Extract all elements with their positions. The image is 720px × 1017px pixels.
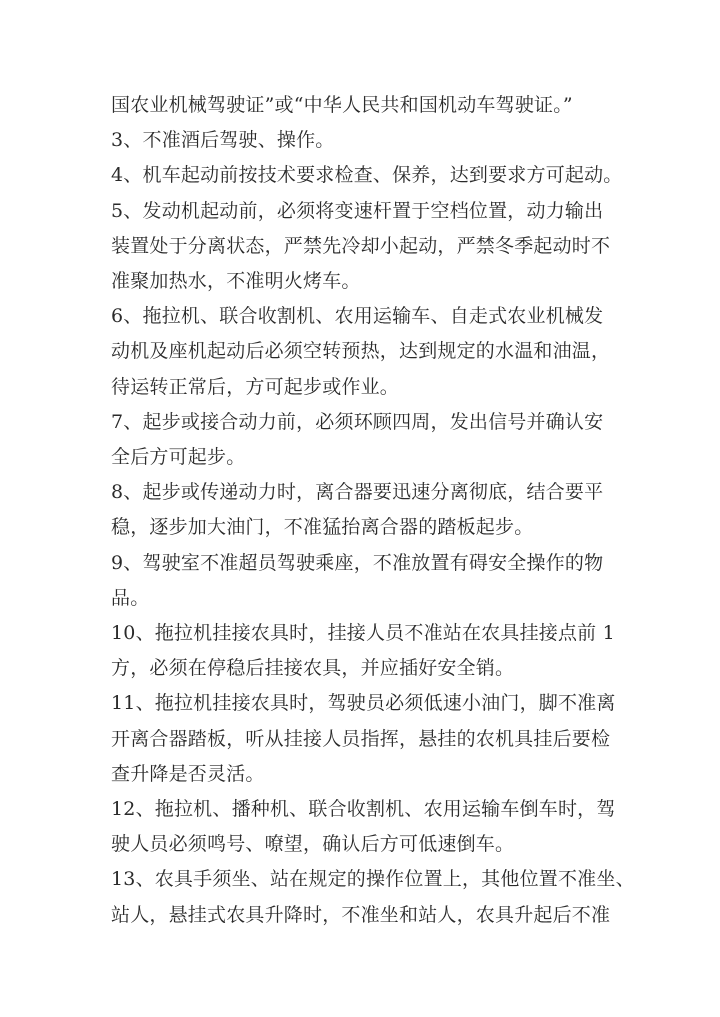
text-line: 13、农具手须坐、站在规定的操作位置上，其他位置不准坐、 (111, 868, 635, 891)
text-line: 查升降是否灵活。 (111, 762, 265, 785)
text-line: 开离合器踏板，听从挂接人员指挥，悬挂的农机具挂后要检 (111, 727, 611, 750)
text-line: 9、驾驶室不准超员驾驶乘座，不准放置有碍安全操作的物 (111, 551, 604, 574)
text-line: 10、拖拉机挂接农具时，挂接人员不准站在农具挂接点前 1 (111, 622, 615, 645)
text-line: 3、不准酒后驾驶、操作。 (111, 129, 335, 152)
text-line: 准聚加热水，不准明火烤车。 (111, 270, 361, 293)
text-line: 稳，逐步加大油门，不准猛抬离合器的踏板起步。 (111, 516, 534, 539)
document-body (111, 88, 635, 933)
text-line: 动机及座机起动后必须空转预热，达到规定的水温和油温， (111, 340, 611, 363)
text-line: 4、机车起动前按技术要求检查、保养，达到要求方可起动。 (111, 164, 623, 187)
text-line: 待运转正常后，方可起步或作业。 (111, 375, 400, 398)
text-line: 品。 (111, 586, 150, 609)
text-line: 11、拖拉机挂接农具时，驾驶员必须低速小油门，脚不准离 (111, 692, 616, 715)
text-line: 方，必须在停稳后挂接农具，并应插好安全销。 (111, 657, 515, 680)
text-line: 7、起步或接合动力前，必须环顾四周，发出信号并确认安 (111, 410, 604, 433)
text-line: 8、起步或传递动力时，离合器要迅速分离彻底，结合要平 (111, 481, 604, 504)
text-line: 国农业机械驾驶证”或“中华人民共和国机动车驾驶证。” (111, 94, 573, 116)
text-line: 6、拖拉机、联合收割机、农用运输车、自走式农业机械发 (111, 305, 604, 328)
text-line: 站人，悬挂式农具升降时，不准坐和站人，农具升起后不准 (111, 903, 611, 926)
text-line: 装置处于分离状态，严禁先冷却小起动，严禁冬季起动时不 (111, 234, 611, 257)
text-line: 全后方可起步。 (111, 446, 246, 469)
text-line: 5、发动机起动前，必须将变速杆置于空档位置，动力输出 (111, 199, 604, 222)
text-line: 12、拖拉机、播种机、联合收割机、农用运输车倒车时，驾 (111, 798, 616, 821)
text-line: 驶人员必须鸣号、嘹望，确认后方可低速倒车。 (111, 833, 515, 856)
